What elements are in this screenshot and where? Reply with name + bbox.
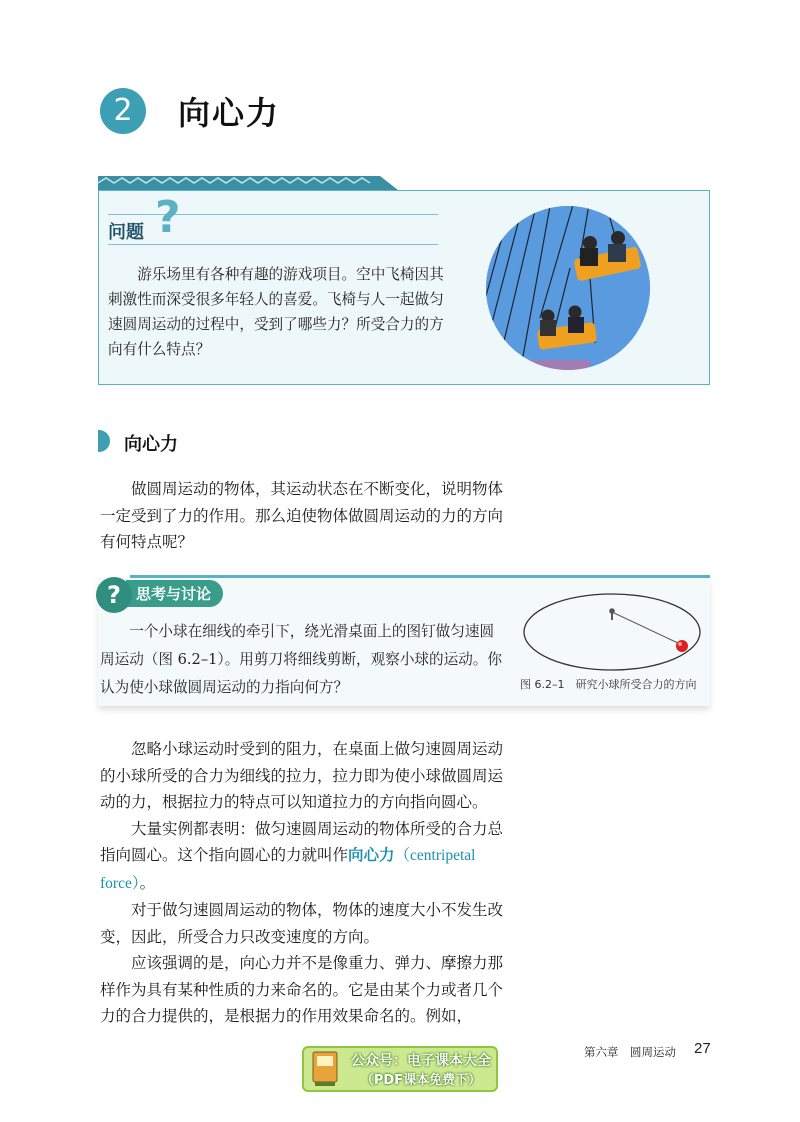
- swing-ride-photo: [480, 198, 650, 373]
- discussion-label: 思考与讨论: [126, 580, 223, 607]
- page-number: 27: [694, 1040, 711, 1057]
- key-term-centripetal-force: 向心力: [348, 846, 395, 864]
- p2-text: 大量实例都表明：做匀速圆周运动的物体所受的合力总指向圆心。这个指向圆心的力就叫作: [100, 819, 504, 864]
- key-term-english: （centripetal force）: [100, 847, 476, 892]
- subsection-marker: [98, 430, 110, 452]
- question-label: 问题: [108, 222, 144, 243]
- p2-end: 。: [139, 873, 156, 892]
- subsection-title: 向心力: [124, 434, 178, 455]
- figure-caption: 图 6.2–1 研究小球所受合力的方向: [520, 678, 697, 691]
- discussion-top-rule: [130, 575, 710, 578]
- question-text: 游乐场里有各种有趣的游戏项目。空中飞椅因其刺激性而深受很多年轻人的喜爱。飞椅与人一起做匀速圆周运动的过程中，受到了哪些力？所受合力的方向有什么特点？: [108, 266, 444, 358]
- section-number-badge: 2: [100, 88, 146, 134]
- book-icon: [312, 1051, 338, 1087]
- body-text: [100, 736, 510, 1030]
- section-title: 向心力: [178, 94, 281, 132]
- watermark-line-2: （PDF课本免费下）: [360, 1073, 482, 1088]
- intro-paragraph: 做圆周运动的物体，其运动状态在不断变化，说明物体一定受到了力的作用。那么迫使物体做圆周运动的力的方向有何特点呢？: [100, 480, 504, 551]
- question-mark-icon: ?: [155, 192, 181, 243]
- ball-circular-motion-figure: [520, 582, 708, 674]
- question-bottom-rule: [108, 244, 438, 245]
- body-paragraph-4: 应该强调的是，向心力并不是像重力、弹力、摩擦力那样作为具有某种性质的力来命名的。它是由某个力或者几个力的合力提供的，是根据力的作用效果命名的。例如，: [100, 954, 504, 1025]
- watermark-line-1: 公众号：电子课本大全: [351, 1053, 491, 1069]
- discussion-text: 一个小球在细线的牵引下，绕光滑桌面上的图钉做匀速圆周运动（图 6.2–1）。用剪刀将细线剪断，观察小球的运动。你认为使小球做圆周运动的力指向何方？: [100, 623, 502, 696]
- footer-chapter: 第六章 圆周运动: [584, 1045, 676, 1059]
- body-paragraph-2: [100, 816, 510, 898]
- question-banner-decoration: [98, 176, 398, 190]
- body-paragraph-1: 忽略小球运动时受到的阻力，在桌面上做匀速圆周运动的小球所受的合力为细线的拉力，拉力即为使小球做圆周运动的力，根据拉力的特点可以知道拉力的方向指向圆心。: [100, 740, 504, 811]
- discussion-icon: ?: [96, 577, 132, 613]
- body-paragraph-3: 对于做匀速圆周运动的物体，物体的速度大小不发生改变，因此，所受合力只改变速度的方向。: [100, 901, 504, 946]
